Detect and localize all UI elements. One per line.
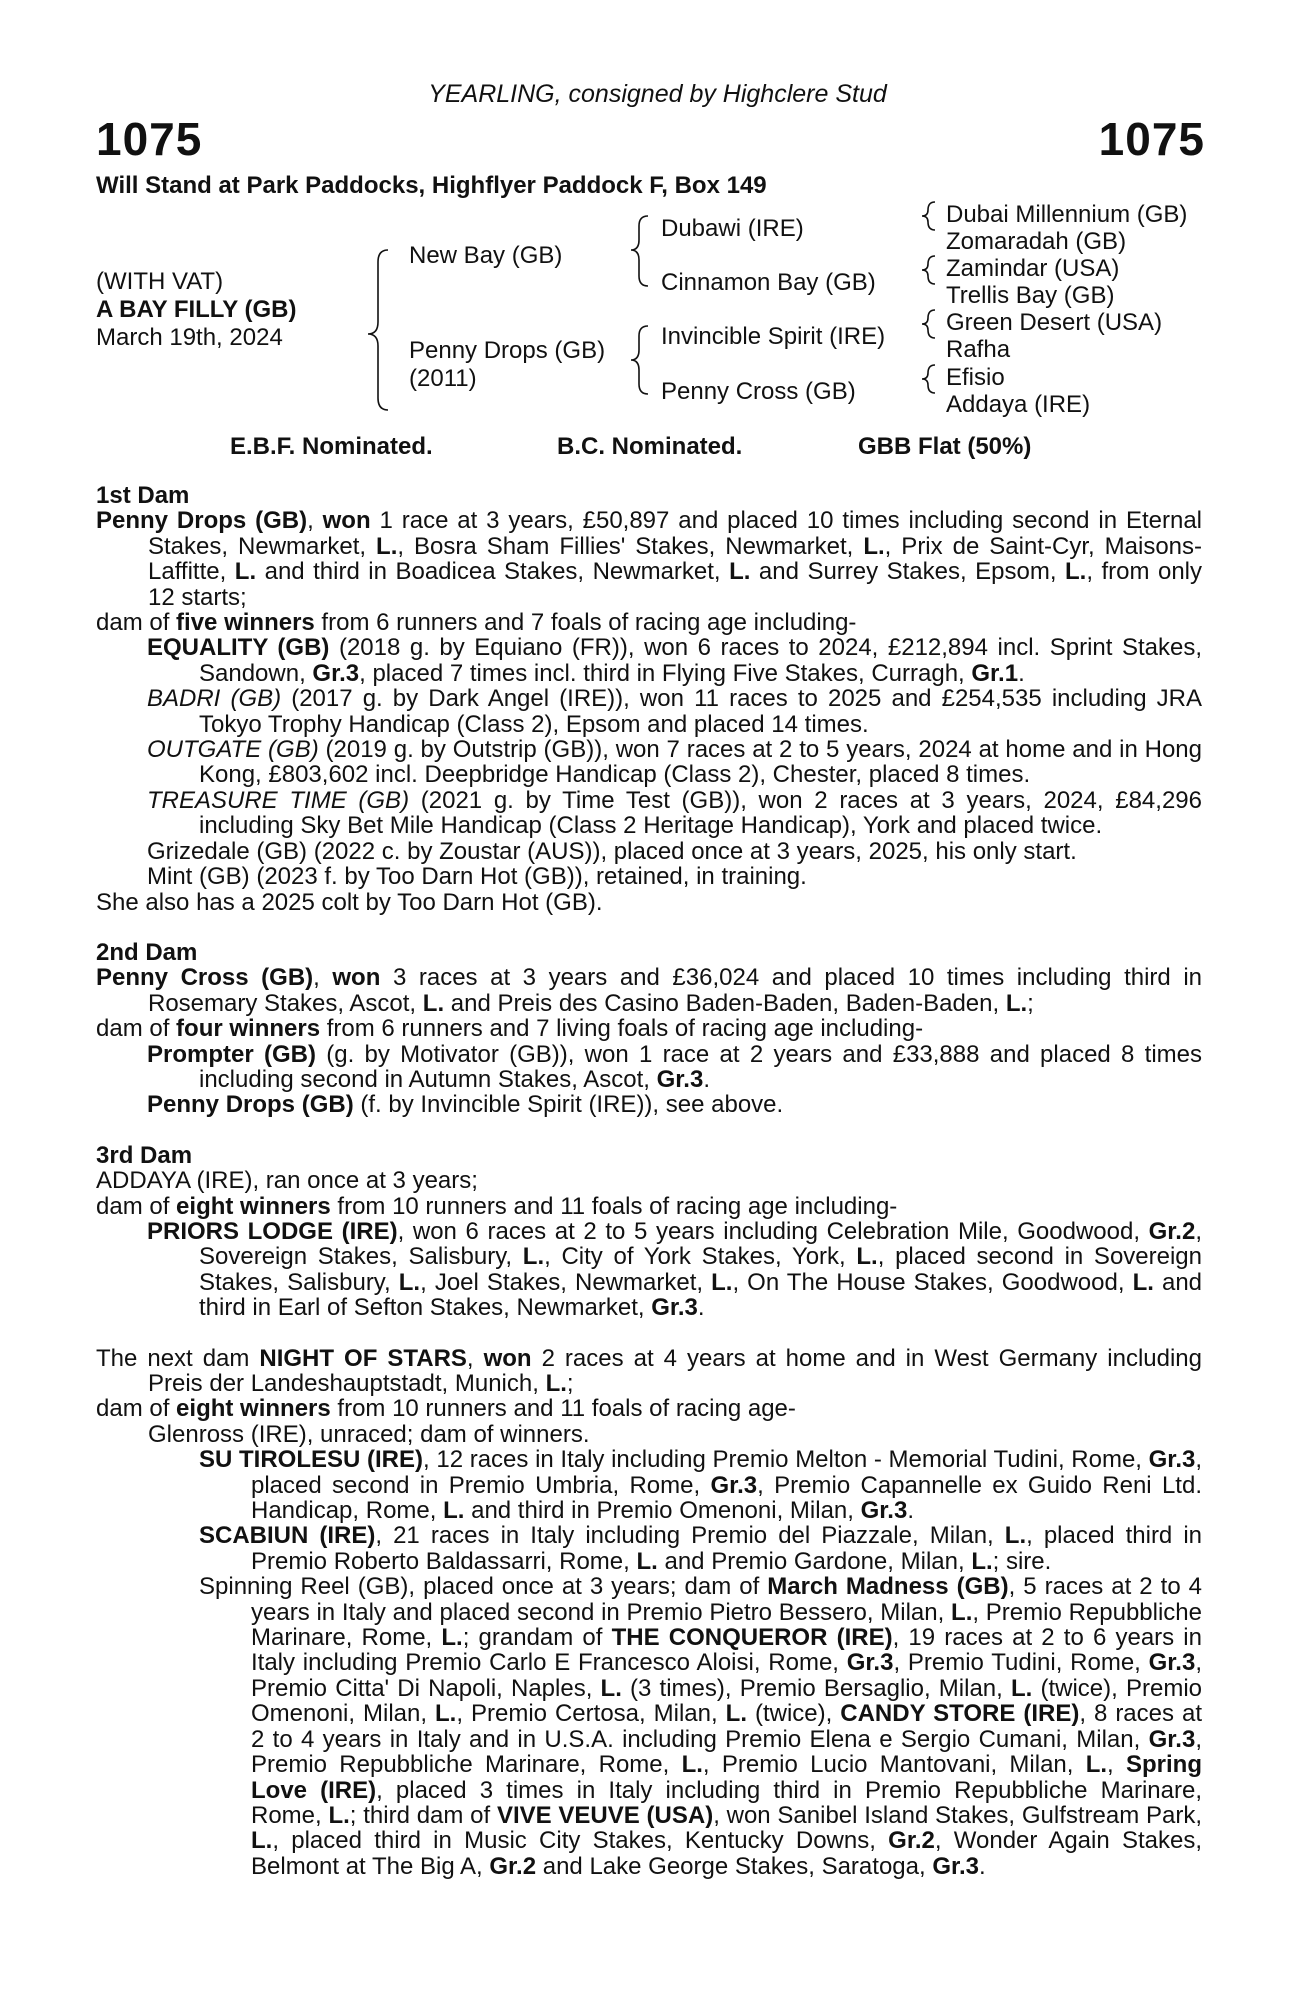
dam-year: (2011)	[409, 365, 477, 392]
produce-treasure-time: TREASURE TIME (GB) (2021 g. by Time Test (GB)), won 2 races at 3 years, 2024, £84,296 including Sky Bet Mile Handicap (Class 2 Heritage Handicap), York and placed twice.	[147, 786, 1202, 840]
sire-dam: Cinnamon Bay (GB)	[661, 269, 876, 296]
second-dam-heading: 2nd Dam	[96, 938, 198, 966]
produce-su-tirolesu: SU TIROLESU (IRE), 12 races in Italy including Premio Melton - Memorial Tudini, Rome, Gr.3, placed second in Premio Umbria, Rome, Gr.3, Premio Capannelle ex Guido Reni Ltd. Handicap, Rome, L. and third in Premio Omenoni, Milan, Gr.3.	[199, 1446, 1203, 1525]
gg-8: Addaya (IRE)	[946, 391, 1091, 418]
fourth-dam-produce-summary: dam of eight winners from 10 runners and 11 foals of racing age-	[96, 1395, 796, 1423]
dam-dam: Penny Cross (GB)	[661, 378, 856, 405]
first-dam-produce-summary: dam of five winners from 6 runners and 7 foals of racing age including-	[96, 609, 857, 637]
location-line: Will Stand at Park Paddocks, Highflyer Paddock F, Box 149	[96, 172, 767, 199]
dam: Penny Drops (GB)	[409, 337, 606, 364]
produce-penny-drops: Penny Drops (GB) (f. by Invincible Spirit (IRE)), see above.	[147, 1091, 784, 1119]
first-dam-record: Penny Drops (GB), won 1 race at 3 years, £50,897 and placed 10 times including second in Eternal Stakes, Newmarket, L., Bosra Sham Fillies' Stakes, Newmarket, L., Prix de Saint-Cyr, Maisons-Laffitte, L. and third in Boadicea Stakes, Newmarket, L. and Surrey Stakes, Epsom, L., from only 12 starts;	[96, 507, 1203, 611]
produce-scabiun: SCABIUN (IRE), 21 races in Italy including Premio del Piazzale, Milan, L., placed third in Premio Roberto Baldassarri, Rome, L. and Premio Gardone, Milan, L.; sire.	[199, 1522, 1203, 1575]
produce-outgate: OUTGATE (GB) (2019 g. by Outstrip (GB)), won 7 races at 2 to 5 years, 2024 at home and in Hong Kong, £803,602 incl. Deepbridge Handicap (Class 2), Chester, placed 8 times.	[147, 736, 1202, 789]
lot-number-left: 1075	[96, 113, 203, 165]
gbb-flat: GBB Flat (50%)	[858, 433, 1032, 460]
produce-glenross: Glenross (IRE), unraced; dam of winners.	[148, 1420, 590, 1448]
produce-badri: BADRI (GB) (2017 g. by Dark Angel (IRE)), won 11 races to 2025 and £254,535 including JRA Tokyo Trophy Handicap (Class 2), Epsom and placed 14 times.	[147, 685, 1202, 738]
third-dam-produce-summary: dam of eight winners from 10 runners and 11 foals of racing age including-	[96, 1192, 898, 1220]
bc-nomination: B.C. Nominated.	[557, 433, 743, 460]
gg-7: Efisio	[946, 364, 1005, 391]
sire: New Bay (GB)	[409, 242, 563, 269]
produce-mint: Mint (GB) (2023 f. by Too Darn Hot (GB)), retained, in training.	[147, 863, 807, 891]
catalogue-body	[96, 483, 1202, 1879]
vat-label: (WITH VAT)	[96, 268, 224, 295]
lot-number-right: 1075	[1098, 113, 1205, 165]
third-dam-record: ADDAYA (IRE), ran once at 3 years;	[96, 1167, 478, 1195]
foaled-date: March 19th, 2024	[96, 324, 283, 351]
gg-6: Rafha	[946, 336, 1011, 363]
second-dam-record: Penny Cross (GB), won 3 races at 3 years and £36,024 and placed 10 times including third in Rosemary Stakes, Ascot, L. and Preis des Casino Baden-Baden, Baden-Baden, L.;	[96, 964, 1202, 1017]
gg-3: Zamindar (USA)	[946, 255, 1120, 282]
ebf-nomination: E.B.F. Nominated.	[230, 433, 433, 460]
produce-spinning-reel: Spinning Reel (GB), placed once at 3 years; dam of March Madness (GB), 5 races at 2 to 4 years in Italy and placed second in Premio Pietro Bessero, Milan, L., Premio Repubbliche Marinare, Rome, L.; grandam of THE CONQUEROR (IRE), 19 races at 2 to 6 years in Italy including Premio Carlo E Francesco Aloisi, Rome, Gr.3, Premio Tudini, Rome, Gr.3, Premio Citta' Di Napoli, Naples, L. (3 times), Premio Bersaglio, Milan, L. (twice), Premio Omenoni, Milan, L., Premio Certosa, Milan, L. (twice), CANDY STORE (IRE), 8 races at 2 to 4 years in Italy and in U.S.A. including Premio Elena e Sergio Cumani, Milan, Gr.3, Premio Repubbliche Marinare, Rome, L., Premio Lucio Mantovani, Milan, L., Spring Love (IRE), placed 3 times in Italy including third in Premio Repubbliche Marinare, Rome, L.; third dam of VIVE VEUVE (USA), won Sanibel Island Stakes, Gulfstream Park, L., placed third in Music City Stakes, Kentucky Downs, Gr.2, Wonder Again Stakes, Belmont at The Big A, Gr.2 and Lake George Stakes, Saratoga, Gr.3.	[199, 1573, 1203, 1880]
produce-also: She also has a 2025 colt by Too Darn Hot (GB).	[96, 888, 603, 916]
dam-sire: Invincible Spirit (IRE)	[661, 323, 886, 350]
third-dam-heading: 3rd Dam	[96, 1141, 193, 1169]
consignor-line: YEARLING, consigned by Highclere Stud	[428, 80, 887, 108]
gg-4: Trellis Bay (GB)	[946, 282, 1115, 309]
horse-name: A BAY FILLY (GB)	[96, 296, 297, 323]
gg-5: Green Desert (USA)	[946, 309, 1163, 336]
sire-sire: Dubawi (IRE)	[661, 215, 804, 242]
second-dam-produce-summary: dam of four winners from 6 runners and 7 living foals of racing age including-	[96, 1015, 924, 1043]
produce-prompter: Prompter (GB) (g. by Motivator (GB)), won 1 race at 2 years and £33,888 and placed 8 times including second in Autumn Stakes, Ascot, Gr.3.	[147, 1040, 1203, 1093]
gg-1: Dubai Millennium (GB)	[946, 201, 1188, 228]
produce-priors-lodge: PRIORS LODGE (IRE), won 6 races at 2 to 5 years including Celebration Mile, Goodwood, Gr.2, Sovereign Stakes, Salisbury, L., City of York Stakes, York, L., placed second in Sovereign Stakes, Salisbury, L., Joel Stakes, Newmarket, L., On The House Stakes, Goodwood, L. and third in Earl of Sefton Stakes, Newmarket, Gr.3.	[147, 1217, 1203, 1322]
produce-grizedale: Grizedale (GB) (2022 c. by Zoustar (AUS)), placed once at 3 years, 2025, his only start.	[147, 837, 1077, 865]
gg-2: Zomaradah (GB)	[946, 228, 1127, 255]
produce-equality: EQUALITY (GB) (2018 g. by Equiano (FR)), won 6 races to 2024, £212,894 incl. Sprint Stakes, Sandown, Gr.3, placed 7 times incl. third in Flying Five Stakes, Curragh, Gr.1.	[147, 634, 1202, 687]
first-dam-heading: 1st Dam	[96, 482, 190, 509]
fourth-dam-record: The next dam NIGHT OF STARS, won 2 races at 4 years at home and in West Germany including Preis der Landeshauptstadt, Munich, L.;	[96, 1344, 1202, 1397]
